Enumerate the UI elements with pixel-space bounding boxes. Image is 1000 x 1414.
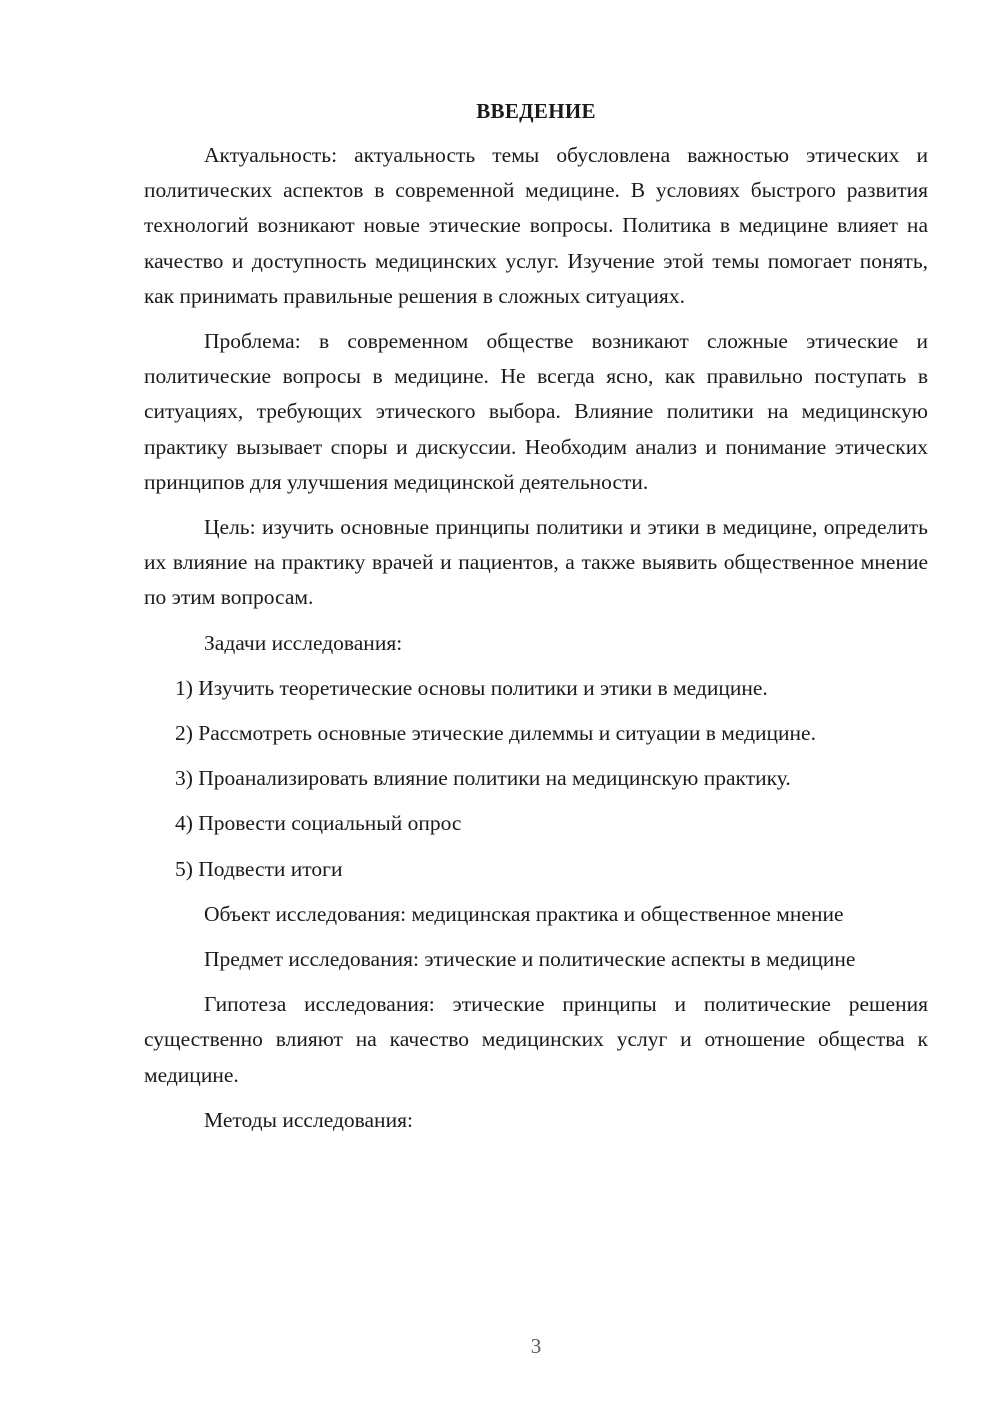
paragraph-subject: Предмет исследования: этические и политические аспекты в медицине bbox=[204, 947, 856, 972]
task-item: 5) Подвести итоги bbox=[175, 856, 343, 881]
page-content bbox=[144, 95, 928, 1148]
paragraph-hypothesis: Гипотеза исследования: этические принципы и политические решения существенно влияют на качество медицинских услуг и отношение общества к медицине. bbox=[144, 992, 928, 1087]
page-number: 3 bbox=[530, 1334, 542, 1358]
paragraph-object: Объект исследования: медицинская практика и общественное мнение bbox=[204, 901, 844, 926]
task-item: 1) Изучить теоретические основы политики и этики в медицине. bbox=[175, 675, 768, 700]
tasks-title: Задачи исследования: bbox=[204, 630, 403, 655]
task-item: 4) Провести социальный опрос bbox=[175, 811, 462, 836]
task-item: 2) Рассмотреть основные этические дилеммы и ситуации в медицине. bbox=[175, 721, 816, 746]
paragraph-goal: Цель: изучить основные принципы политики и этики в медицине, определить их влияние на практику врачей и пациентов, а также выявить общественное мнение по этим вопросам. bbox=[144, 515, 928, 610]
methods-title: Методы исследования: bbox=[204, 1107, 413, 1132]
paragraph-relevance: Актуальность: актуальность темы обусловлена важностью этических и политических аспектов в современной медицине. В условиях быстрого развития технологий возникают новые этические вопросы. Политика в медицине влияет на качество и доступность медицинских услуг. Изучение этой темы помогает понять, как принимать правильные решения в сложных ситуациях. bbox=[144, 143, 928, 308]
paragraph-problem: Проблема: в современном обществе возникают сложные этические и политические вопросы в медицине. Не всегда ясно, как правильно поступать в ситуациях, требующих этического выбора. Влияние политики на медицинскую практику вызывает споры и дискуссии. Необходим анализ и понимание этических принципов для улучшения медицинской деятельности. bbox=[144, 329, 928, 494]
task-item: 3) Проанализировать влияние политики на медицинскую практику. bbox=[175, 766, 791, 791]
section-heading: ВВЕДЕНИЕ bbox=[476, 99, 596, 123]
